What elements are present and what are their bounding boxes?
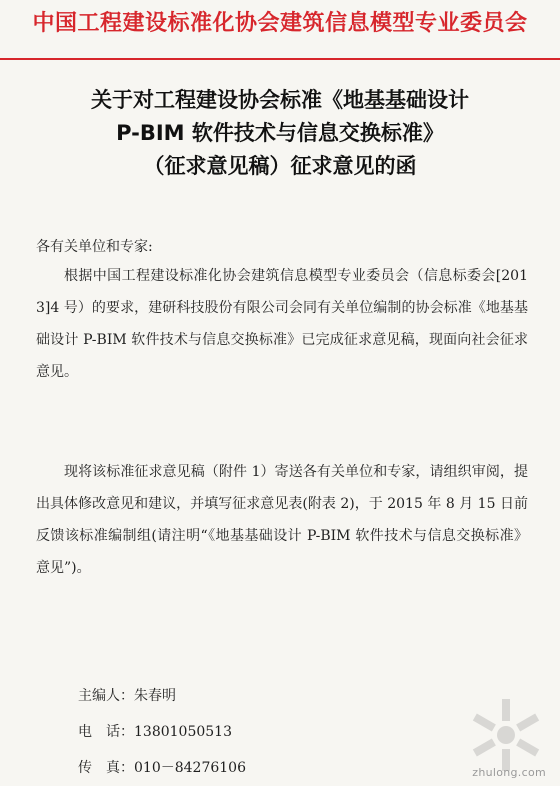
title-line-1: 关于对工程建设协会标准《地基基础设计 [91,88,469,112]
body-paragraph-1: 根据中国工程建设标准化协会建筑信息模型专业委员会（信息标委会[2013]4 号）的要求，建研科技股份有限公司会同有关单位编制的协会标准《地基基础设计 P-BIM 软件技术与信息交换标准》已完成征求意见稿，现面向社会征求意见。 [36,268,528,380]
phone-line: 电 话：13801050513 [78,724,232,740]
zhulong-logo-icon [464,693,548,777]
watermark-text: zhulong.com [472,766,546,779]
fax-line: 传 真：010－84276106 [78,760,246,776]
body-paragraph-2: 现将该标准征求意见稿（附件 1）寄送各有关单位和专家，请组织审阅，提出具体修改意见和建议，并填写征求意见表(附表 2)，于 2015 年 8 月 15 日前反馈该标准编制组(请注明“《地基基础设计 P-BIM 软件技术与信息交换标准》意见”)。 [36,464,528,576]
document-title [40,84,520,183]
editor-line: 主编人：朱春明 [78,688,176,704]
letterhead-org-name: 中国工程建设标准化协会建筑信息模型专业委员会 [32,10,528,36]
letterhead-divider [0,58,560,60]
title-line-3: （征求意见稿）征求意见的函 [143,154,417,178]
salutation: 各有关单位和专家: [36,239,153,255]
title-line-2: P-BIM 软件技术与信息交换标准》 [116,121,444,145]
contact-block [78,678,246,786]
